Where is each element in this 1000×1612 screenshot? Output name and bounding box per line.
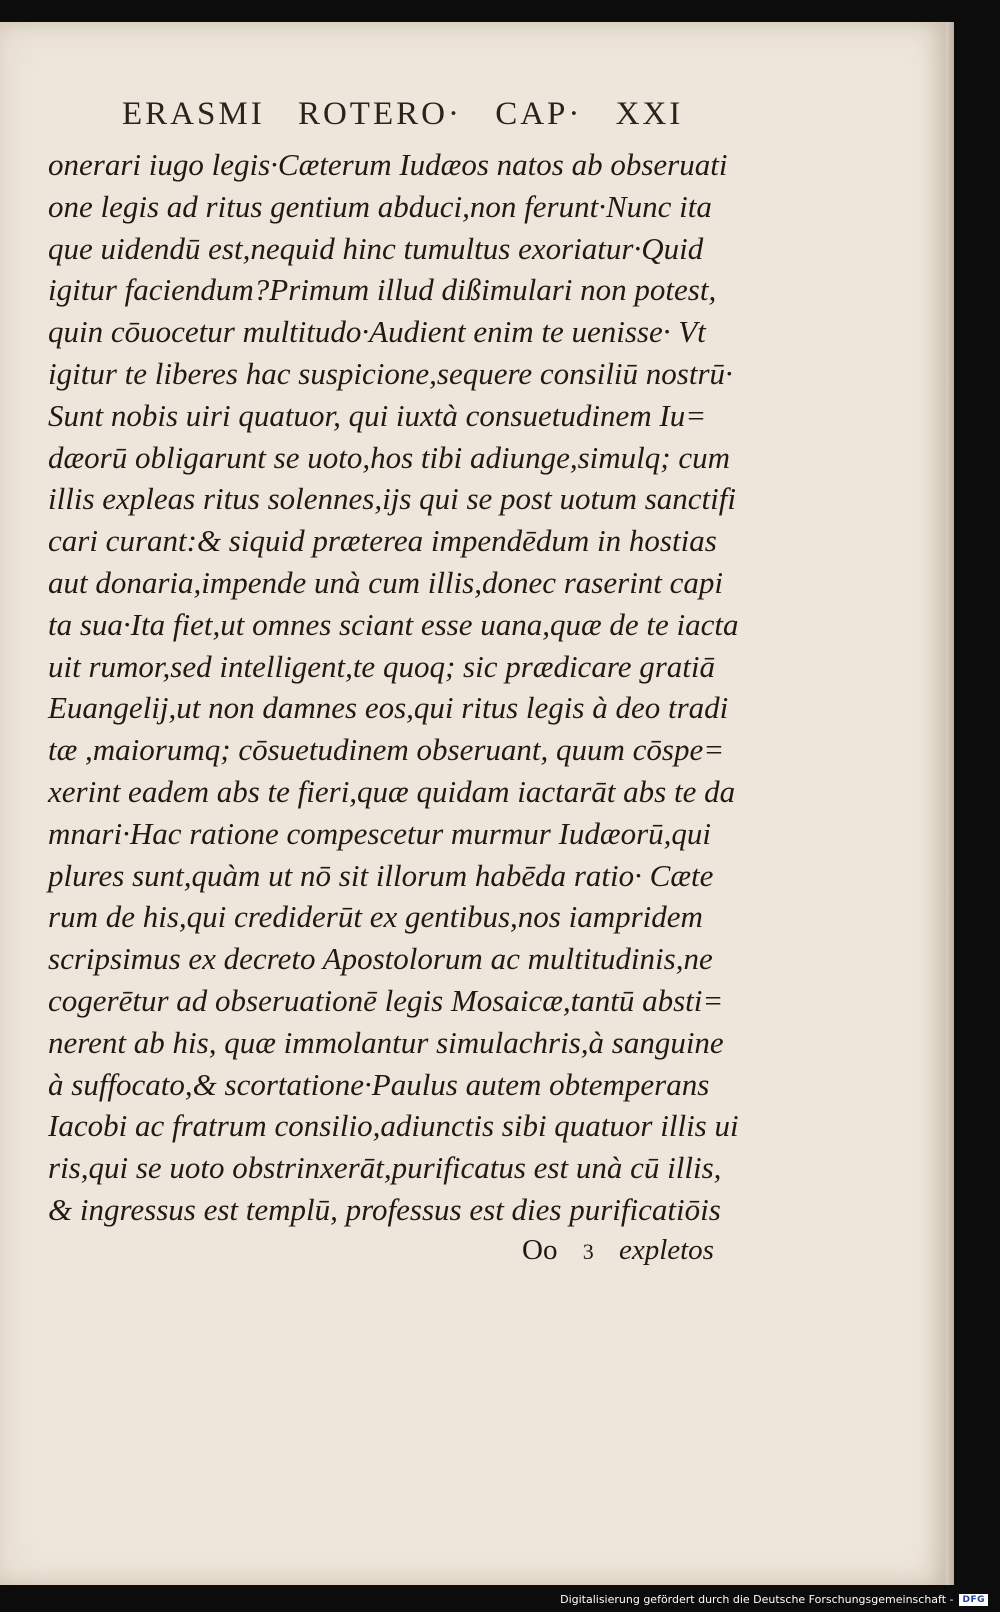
text-line: & ingressus est templū, professus est dies purificatiōis — [48, 1191, 721, 1227]
text-line: ta sua·Ita fiet,ut omnes sciant esse uana,quæ de te iacta — [48, 606, 739, 642]
running-head-author2: ROTERO· — [297, 96, 462, 132]
text-line: aut donaria,impende unà cum illis,donec raserint capi — [48, 564, 724, 600]
text-line: cari curant:& siquid præterea impendēdum in hostias — [48, 523, 717, 559]
page-edge — [946, 22, 954, 1585]
text-line: cogerētur ad obseruationē legis Mosaicæ,tantū absti= — [48, 982, 724, 1018]
body-text — [48, 144, 748, 1231]
text-line: Sunt nobis uiri quatuor, qui iuxtà consuetudinem Iu= — [48, 397, 707, 433]
running-head-chapter-label: CAP· — [495, 96, 583, 132]
running-head — [122, 96, 722, 133]
text-line: illis expleas ritus solennes,ijs qui se post uotum sanctifi — [48, 481, 737, 517]
text-line: igitur te liberes hac suspicione,sequere consiliū nostrū· — [48, 355, 733, 391]
text-line: one legis ad ritus gentium abduci,non ferunt·Nunc ita — [48, 188, 712, 224]
text-line: mnari·Hac ratione compescetur murmur Iudæorū,qui — [48, 815, 712, 851]
text-line: nerent ab his, quæ immolantur simulachris,à sanguine — [48, 1024, 724, 1060]
running-head-author: ERASMI — [122, 96, 265, 132]
text-line: onerari iugo legis·Cæterum Iudæos natos ab obseruati — [48, 147, 728, 182]
signature-mark: Oo — [522, 1234, 558, 1266]
footer-credit: Digitalisierung gefördert durch die Deutsche Forschungsgemeinschaft - — [560, 1593, 954, 1606]
text-line: igitur faciendum?Primum illud dißimulari non potest, — [48, 272, 717, 308]
text-line: Euangelij,ut non damnes eos,qui ritus legis à deo tradi — [48, 690, 729, 726]
text-line: quin cōuocetur multitudo·Audient enim te uenisse· Vt — [48, 314, 706, 350]
running-head-chapter-number: XXI — [615, 96, 684, 132]
text-line: rum de his,qui crediderūt ex gentibus,nos iampridem — [48, 899, 703, 935]
text-line: uit rumor,sed intelligent,te quoq; sic prædicare gratiā — [48, 648, 716, 684]
dfg-logo: DFG — [959, 1594, 988, 1606]
text-line: scripsimus ex decreto Apostolorum ac multitudinis,ne — [48, 941, 713, 977]
text-line: à suffocato,& scortatione·Paulus autem obtemperans — [48, 1066, 710, 1102]
digitization-footer — [560, 1593, 988, 1606]
signature-number: 3 — [582, 1239, 594, 1264]
text-line: xerint eadem abs te fieri,quæ quidam iactarāt abs te da — [48, 773, 736, 809]
text-line: que uidendū est,nequid hinc tumultus exoriatur·Quid — [48, 230, 704, 266]
text-line: dæorū obligarunt se uoto,hos tibi adiunge,simulq; cum — [48, 439, 730, 475]
catchword: expletos — [618, 1234, 714, 1266]
catchline — [522, 1234, 782, 1267]
text-line: plures sunt,quàm ut nō sit illorum habēda ratio· Cæte — [48, 857, 714, 893]
text-line: Iacobi ac fratrum consilio,adiunctis sibi quatuor illis ui — [48, 1108, 739, 1144]
text-line: ris,qui se uoto obstrinxerāt,purificatus est unà cū illis, — [48, 1150, 722, 1186]
text-line: tæ ,maiorumq; cōsuetudinem obseruant, quum cōspe= — [48, 732, 725, 768]
